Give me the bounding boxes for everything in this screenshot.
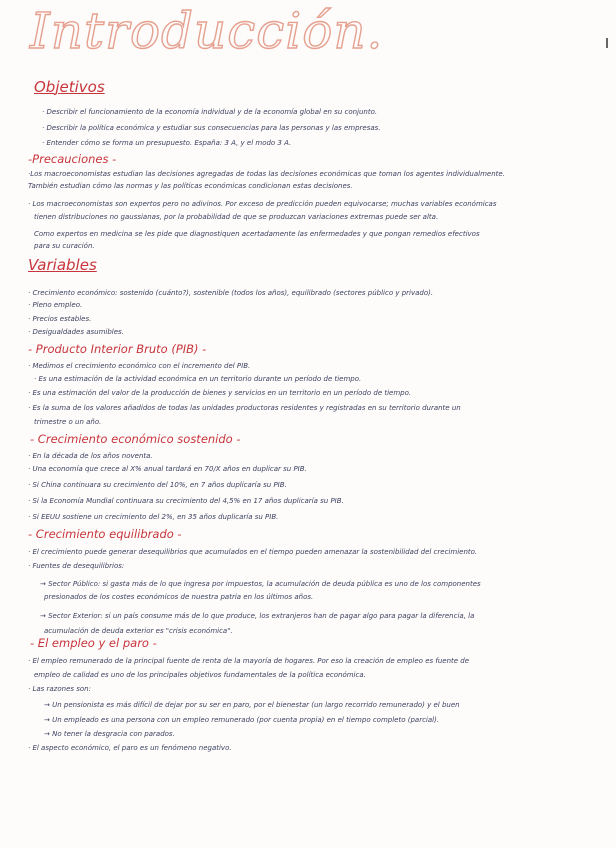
text-line: → Un pensionista es más difícil de dejar por su ser en paro, por el bienestar (un largo recorrido remunerado) y el buen — [44, 701, 460, 709]
section-crecimiento-equilibrado: - Crecimiento equilibrado - — [28, 527, 182, 541]
text-line: → Un empleado es una persona con un empleo remunerado (por cuenta propia) en el tiempo completo (parcial). — [44, 716, 440, 724]
text-line: · Fuentes de desequilibrios: — [28, 562, 125, 570]
text-line: para su curación. — [34, 242, 95, 250]
text-line: Como expertos en medicina se les pide que diagnostiquen acertadamente las enfermedades y que pongan remedios efectivos — [34, 230, 480, 238]
section-pib: - Producto Interior Bruto (PIB) - — [28, 342, 207, 356]
text-line: tienen distribuciones no gaussianas, por la probabilidad de que se produzcan variaciones extremas puede ser alta. — [34, 213, 439, 221]
text-line: También estudian cómo las normas y las políticas económicas condicionan estas decisiones. — [28, 182, 353, 190]
text-line: · Crecimiento económico: sostenido (cuánto?), sostenible (todos los años), equilibrado (sectores público y privado). — [28, 289, 434, 297]
text-line: acumulación de deuda exterior es "crisis económica". — [44, 627, 233, 635]
section-objetivos: Objetivos — [34, 78, 105, 96]
text-line: ·Los macroeconomistas estudian las decisiones agregadas de todas las decisiones económicas que toman los agentes individualmente. — [28, 170, 505, 178]
text-line: → Sector Exterior: si un país consume más de lo que produce, los extranjeros han de pagar algo para pagar la diferencia, la — [40, 612, 475, 620]
text-line: · Una economía que crece al X% anual tardará en 70/X años en duplicar su PIB. — [28, 465, 307, 473]
text-line: · El crecimiento puede generar desequilibrios que acumulados en el tiempo pueden amenazar la sostenibilidad del crecimiento. — [28, 548, 478, 556]
text-line: empleo de calidad es uno de los principales objetivos fundamentales de la política económica. — [34, 671, 366, 679]
text-line: · El empleo remunerado de la principal fuente de renta de la mayoría de hogares. Por eso la creación de empleo es fuente de — [28, 657, 470, 665]
text-line: · Describir la política económica y estudiar sus consecuencias para las personas y las empresas. — [42, 124, 381, 132]
text-line: · Pleno empleo. — [28, 301, 83, 309]
text-line: · Si EEUU sostiene un crecimiento del 2%, en 35 años duplicaría su PIB. — [28, 513, 279, 521]
text-line: trimestre o un año. — [34, 418, 102, 426]
text-line: · El aspecto económico, el paro es un fenómeno negativo. — [28, 744, 232, 752]
text-line: presionados de los costes económicos de nuestra patria en los últimos años. — [44, 593, 314, 601]
edge-mark — [606, 38, 608, 48]
section-crecimiento-sostenido: - Crecimiento económico sostenido - — [30, 432, 241, 446]
page-title: Introducción. — [30, 2, 384, 60]
text-line: · En la década de los años noventa. — [28, 452, 153, 460]
text-line: · Desigualdades asumibles. — [28, 328, 124, 336]
text-line: · Describir el funcionamiento de la economía individual y de la economía global en su conjunto. — [42, 108, 378, 116]
section-empleo: - El empleo y el paro - — [30, 636, 157, 650]
section-precauciones: -Precauciones - — [28, 152, 117, 166]
text-line: · Si la Economía Mundial continuara su crecimiento del 4,5% en 17 años duplicaría su PIB. — [28, 497, 344, 505]
text-line: → Sector Público: si gasta más de lo que ingresa por impuestos, la acumulación de deuda pública es uno de los componentes — [40, 580, 481, 588]
text-line: · Es la suma de los valores añadidos de todas las unidades productoras residentes y registradas en su territorio durante un — [28, 404, 461, 412]
text-line: · Es una estimación de la actividad económica en un territorio durante un período de tiempo. — [34, 375, 362, 383]
section-variables: Variables — [28, 256, 97, 274]
text-line: · Los macroeconomistas son expertos pero no adivinos. Por exceso de predicción pueden equivocarse; muchas variables económicas — [28, 200, 497, 208]
text-line: · Es una estimación del valor de la producción de bienes y servicios en un territorio en un período de tiempo. — [28, 389, 412, 397]
text-line: · Entender cómo se forma un presupuesto. España: 3 A, y el modo 3 A. — [42, 139, 292, 147]
text-line: · Si China continuara su crecimiento del 10%, en 7 años duplicaría su PIB. — [28, 481, 287, 489]
text-line: · Medimos el crecimiento económico con el incremento del PIB. — [28, 362, 251, 370]
text-line: · Las razones son: — [28, 685, 91, 693]
text-line: → No tener la desgracia con parados. — [44, 730, 175, 738]
text-line: · Precios estables. — [28, 315, 92, 323]
